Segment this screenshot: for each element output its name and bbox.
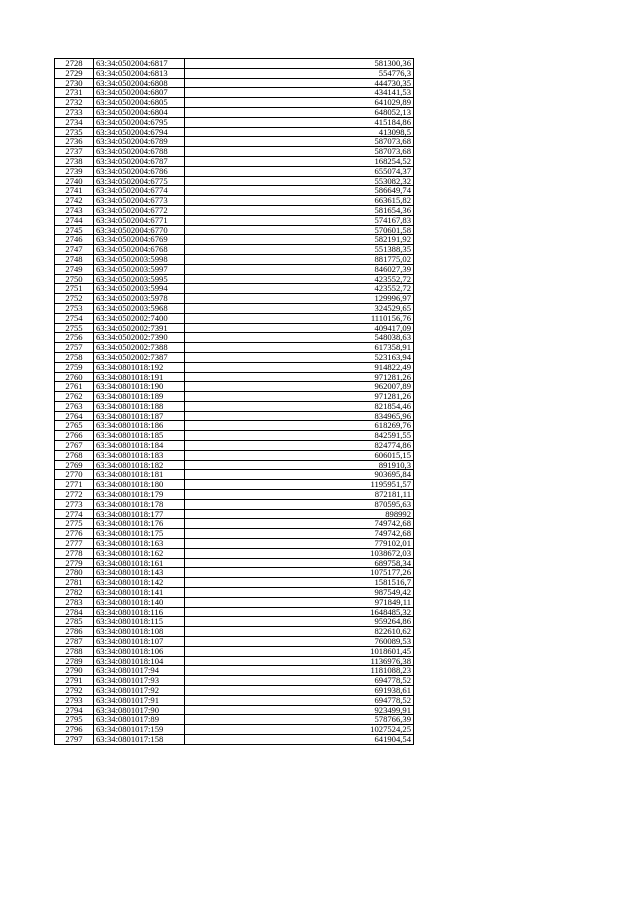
value-cell: 324529,65 — [185, 303, 414, 313]
cadastral-number-cell: 63:34:0801018:104 — [94, 656, 185, 666]
value-cell: 168254,52 — [185, 156, 414, 166]
table-row — [55, 166, 414, 176]
value-cell: 971849,11 — [185, 597, 414, 607]
value-cell: 1136976,38 — [185, 656, 414, 666]
row-number-cell: 2781 — [55, 578, 94, 588]
cadastral-number-cell: 63:34:0801018:182 — [94, 460, 185, 470]
row-number-cell: 2731 — [55, 88, 94, 98]
value-cell: 870595,63 — [185, 499, 414, 509]
cadastral-number-cell: 63:34:0502004:6773 — [94, 196, 185, 206]
value-cell: 689758,34 — [185, 558, 414, 568]
row-number-cell: 2794 — [55, 705, 94, 715]
value-cell: 881775,02 — [185, 254, 414, 264]
table-row — [55, 421, 414, 431]
cadastral-number-cell: 63:34:0502004:6768 — [94, 245, 185, 255]
table-row — [55, 274, 414, 284]
row-number-cell: 2780 — [55, 568, 94, 578]
value-cell: 1648485,32 — [185, 607, 414, 617]
value-cell: 423552,72 — [185, 284, 414, 294]
row-number-cell: 2772 — [55, 490, 94, 500]
table-row — [55, 78, 414, 88]
row-number-cell: 2795 — [55, 715, 94, 725]
row-number-cell: 2735 — [55, 127, 94, 137]
row-number-cell: 2769 — [55, 460, 94, 470]
value-cell: 1195951,57 — [185, 480, 414, 490]
table-row — [55, 499, 414, 509]
table-row — [55, 245, 414, 255]
cadastral-number-cell: 63:34:0502004:6788 — [94, 147, 185, 157]
row-number-cell: 2737 — [55, 147, 94, 157]
value-cell: 574167,83 — [185, 215, 414, 225]
row-number-cell: 2777 — [55, 539, 94, 549]
row-number-cell: 2749 — [55, 264, 94, 274]
table-row — [55, 186, 414, 196]
cadastral-number-cell: 63:34:0801018:108 — [94, 627, 185, 637]
table-row — [55, 666, 414, 676]
table-row — [55, 382, 414, 392]
row-number-cell: 2753 — [55, 303, 94, 313]
table-row — [55, 205, 414, 215]
row-number-cell: 2770 — [55, 470, 94, 480]
table-row — [55, 597, 414, 607]
row-number-cell: 2776 — [55, 529, 94, 539]
cadastral-number-cell: 63:34:0801018:179 — [94, 490, 185, 500]
row-number-cell: 2747 — [55, 245, 94, 255]
cadastral-number-cell: 63:34:0801017:89 — [94, 715, 185, 725]
cadastral-number-cell: 63:34:0801018:192 — [94, 362, 185, 372]
table-row — [55, 264, 414, 274]
cadastral-number-cell: 63:34:0502003:5997 — [94, 264, 185, 274]
value-cell: 641904,54 — [185, 734, 414, 744]
cadastral-number-cell: 63:34:0801018:184 — [94, 441, 185, 451]
cadastral-number-cell: 63:34:0502004:6774 — [94, 186, 185, 196]
table-row — [55, 656, 414, 666]
value-cell: 1181088,23 — [185, 666, 414, 676]
row-number-cell: 2792 — [55, 686, 94, 696]
cadastral-number-cell: 63:34:0502004:6808 — [94, 78, 185, 88]
table-row — [55, 323, 414, 333]
cadastral-number-cell: 63:34:0502004:6775 — [94, 176, 185, 186]
value-cell: 551388,35 — [185, 245, 414, 255]
value-cell: 444730,35 — [185, 78, 414, 88]
table-row — [55, 646, 414, 656]
table-row — [55, 117, 414, 127]
table-row — [55, 725, 414, 735]
value-cell: 1581516,7 — [185, 578, 414, 588]
cadastral-number-cell: 63:34:0801018:185 — [94, 431, 185, 441]
row-number-cell: 2730 — [55, 78, 94, 88]
value-cell: 582191,92 — [185, 235, 414, 245]
table-row — [55, 480, 414, 490]
value-cell: 641029,89 — [185, 98, 414, 108]
cadastral-number-cell: 63:34:0801018:142 — [94, 578, 185, 588]
row-number-cell: 2745 — [55, 225, 94, 235]
row-number-cell: 2759 — [55, 362, 94, 372]
row-number-cell: 2797 — [55, 734, 94, 744]
value-cell: 423552,72 — [185, 274, 414, 284]
value-cell: 1018601,45 — [185, 646, 414, 656]
value-cell: 655074,37 — [185, 166, 414, 176]
cadastral-number-cell: 63:34:0801018:106 — [94, 646, 185, 656]
value-cell: 606015,15 — [185, 450, 414, 460]
value-cell: 1075177,26 — [185, 568, 414, 578]
cadastral-number-cell: 63:34:0502004:6804 — [94, 107, 185, 117]
value-cell: 617358,91 — [185, 343, 414, 353]
table-row — [55, 235, 414, 245]
cadastral-number-cell: 63:34:0801018:140 — [94, 597, 185, 607]
row-number-cell: 2771 — [55, 480, 94, 490]
row-number-cell: 2789 — [55, 656, 94, 666]
value-cell: 1027524,25 — [185, 725, 414, 735]
table-row — [55, 362, 414, 372]
cadastral-number-cell: 63:34:0801018:175 — [94, 529, 185, 539]
value-cell: 760089,53 — [185, 637, 414, 647]
row-number-cell: 2733 — [55, 107, 94, 117]
row-number-cell: 2761 — [55, 382, 94, 392]
table-row — [55, 284, 414, 294]
value-cell: 691938,61 — [185, 686, 414, 696]
row-number-cell: 2758 — [55, 352, 94, 362]
table-row — [55, 519, 414, 529]
cadastral-number-cell: 63:34:0502004:6805 — [94, 98, 185, 108]
value-cell: 648052,13 — [185, 107, 414, 117]
row-number-cell: 2764 — [55, 411, 94, 421]
value-cell: 824774,86 — [185, 441, 414, 451]
value-cell: 548038,63 — [185, 333, 414, 343]
row-number-cell: 2743 — [55, 205, 94, 215]
table-row — [55, 558, 414, 568]
cadastral-number-cell: 63:34:0801018:186 — [94, 421, 185, 431]
cadastral-number-cell: 63:34:0502004:6769 — [94, 235, 185, 245]
table-row — [55, 509, 414, 519]
table-row — [55, 333, 414, 343]
cadastral-number-cell: 63:34:0801018:180 — [94, 480, 185, 490]
value-cell: 971281,26 — [185, 372, 414, 382]
cadastral-number-cell: 63:34:0801018:116 — [94, 607, 185, 617]
value-cell: 923499,91 — [185, 705, 414, 715]
row-number-cell: 2741 — [55, 186, 94, 196]
table-row — [55, 686, 414, 696]
table-row — [55, 705, 414, 715]
table-row — [55, 578, 414, 588]
row-number-cell: 2729 — [55, 68, 94, 78]
cadastral-number-cell: 63:34:0502003:5998 — [94, 254, 185, 264]
table-row — [55, 88, 414, 98]
table-row — [55, 470, 414, 480]
row-number-cell: 2784 — [55, 607, 94, 617]
row-number-cell: 2740 — [55, 176, 94, 186]
cadastral-number-cell: 63:34:0502003:5978 — [94, 294, 185, 304]
table-row — [55, 294, 414, 304]
value-cell: 434141,53 — [185, 88, 414, 98]
row-number-cell: 2734 — [55, 117, 94, 127]
cadastral-number-cell: 63:34:0801018:191 — [94, 372, 185, 382]
value-cell: 822610,62 — [185, 627, 414, 637]
table-row — [55, 127, 414, 137]
row-number-cell: 2762 — [55, 392, 94, 402]
row-number-cell: 2787 — [55, 637, 94, 647]
table-row — [55, 225, 414, 235]
cadastral-number-cell: 63:34:0502004:6786 — [94, 166, 185, 176]
row-number-cell: 2739 — [55, 166, 94, 176]
cadastral-number-cell: 63:34:0801018:188 — [94, 401, 185, 411]
cadastral-number-cell: 63:34:0502004:6787 — [94, 156, 185, 166]
table-row — [55, 617, 414, 627]
table-row — [55, 734, 414, 744]
value-cell: 959264,86 — [185, 617, 414, 627]
value-cell: 618269,76 — [185, 421, 414, 431]
row-number-cell: 2760 — [55, 372, 94, 382]
cadastral-number-cell: 63:34:0801018:190 — [94, 382, 185, 392]
table-row — [55, 176, 414, 186]
cadastral-number-cell: 63:34:0801018:107 — [94, 637, 185, 647]
row-number-cell: 2746 — [55, 235, 94, 245]
cadastral-number-cell: 63:34:0502004:6817 — [94, 59, 185, 69]
cadastral-number-cell: 63:34:0801018:163 — [94, 539, 185, 549]
value-cell: 694778,52 — [185, 695, 414, 705]
cadastral-number-cell: 63:34:0502004:6795 — [94, 117, 185, 127]
table-row — [55, 627, 414, 637]
cadastral-number-cell: 63:34:0801017:91 — [94, 695, 185, 705]
value-cell: 898992 — [185, 509, 414, 519]
table-row — [55, 490, 414, 500]
row-number-cell: 2751 — [55, 284, 94, 294]
cadastral-number-cell: 63:34:0502002:7387 — [94, 352, 185, 362]
cadastral-number-cell: 63:34:0801017:93 — [94, 676, 185, 686]
table-row — [55, 460, 414, 470]
table-row — [55, 59, 414, 69]
table-row — [55, 715, 414, 725]
table-row — [55, 529, 414, 539]
table-row — [55, 548, 414, 558]
table-row — [55, 215, 414, 225]
row-number-cell: 2796 — [55, 725, 94, 735]
table-row — [55, 68, 414, 78]
row-number-cell: 2767 — [55, 441, 94, 451]
cadastral-number-cell: 63:34:0801017:90 — [94, 705, 185, 715]
value-cell: 413098,5 — [185, 127, 414, 137]
value-cell: 129996,97 — [185, 294, 414, 304]
table-row — [55, 450, 414, 460]
row-number-cell: 2768 — [55, 450, 94, 460]
value-cell: 987549,42 — [185, 588, 414, 598]
cadastral-number-cell: 63:34:0502002:7390 — [94, 333, 185, 343]
row-number-cell: 2742 — [55, 196, 94, 206]
cadastral-number-cell: 63:34:0502003:5968 — [94, 303, 185, 313]
table-row — [55, 637, 414, 647]
cadastral-number-cell: 63:34:0801018:176 — [94, 519, 185, 529]
value-cell: 1038672,03 — [185, 548, 414, 558]
cadastral-number-cell: 63:34:0801018:141 — [94, 588, 185, 598]
table-row — [55, 401, 414, 411]
row-number-cell: 2765 — [55, 421, 94, 431]
row-number-cell: 2755 — [55, 323, 94, 333]
row-number-cell: 2785 — [55, 617, 94, 627]
value-cell: 409417,09 — [185, 323, 414, 333]
value-cell: 581300,36 — [185, 59, 414, 69]
cadastral-number-cell: 63:34:0502003:5995 — [94, 274, 185, 284]
value-cell: 1110156,76 — [185, 313, 414, 323]
table-row — [55, 392, 414, 402]
row-number-cell: 2766 — [55, 431, 94, 441]
row-number-cell: 2756 — [55, 333, 94, 343]
row-number-cell: 2783 — [55, 597, 94, 607]
row-number-cell: 2793 — [55, 695, 94, 705]
cadastral-number-cell: 63:34:0502002:7400 — [94, 313, 185, 323]
row-number-cell: 2788 — [55, 646, 94, 656]
value-cell: 415184,86 — [185, 117, 414, 127]
row-number-cell: 2782 — [55, 588, 94, 598]
table-row — [55, 107, 414, 117]
cadastral-number-cell: 63:34:0502003:5994 — [94, 284, 185, 294]
value-cell: 872181,11 — [185, 490, 414, 500]
row-number-cell: 2754 — [55, 313, 94, 323]
table-row — [55, 196, 414, 206]
cadastral-number-cell: 63:34:0801018:189 — [94, 392, 185, 402]
value-cell: 581654,36 — [185, 205, 414, 215]
value-cell: 523163,94 — [185, 352, 414, 362]
row-number-cell: 2786 — [55, 627, 94, 637]
cadastral-number-cell: 63:34:0801018:187 — [94, 411, 185, 421]
row-number-cell: 2744 — [55, 215, 94, 225]
value-cell: 971281,26 — [185, 392, 414, 402]
table-row — [55, 372, 414, 382]
table-row — [55, 343, 414, 353]
cadastral-number-cell: 63:34:0801018:181 — [94, 470, 185, 480]
table-row — [55, 431, 414, 441]
table-row — [55, 441, 414, 451]
table-row — [55, 147, 414, 157]
cadastral-number-cell: 63:34:0502004:6770 — [94, 225, 185, 235]
table-row — [55, 539, 414, 549]
cadastral-number-cell: 63:34:0801018:177 — [94, 509, 185, 519]
cadastral-number-cell: 63:34:0801018:183 — [94, 450, 185, 460]
value-cell: 891910,3 — [185, 460, 414, 470]
cadastral-value-table — [54, 58, 414, 745]
cadastral-number-cell: 63:34:0801018:143 — [94, 568, 185, 578]
cadastral-number-cell: 63:34:0801017:94 — [94, 666, 185, 676]
row-number-cell: 2790 — [55, 666, 94, 676]
row-number-cell: 2774 — [55, 509, 94, 519]
value-cell: 749742,68 — [185, 519, 414, 529]
cadastral-number-cell: 63:34:0801017:158 — [94, 734, 185, 744]
row-number-cell: 2752 — [55, 294, 94, 304]
cadastral-number-cell: 63:34:0801018:115 — [94, 617, 185, 627]
row-number-cell: 2779 — [55, 558, 94, 568]
cadastral-number-cell: 63:34:0502004:6771 — [94, 215, 185, 225]
row-number-cell: 2736 — [55, 137, 94, 147]
cadastral-number-cell: 63:34:0502004:6772 — [94, 205, 185, 215]
value-cell: 914822,49 — [185, 362, 414, 372]
cadastral-number-cell: 63:34:0502002:7388 — [94, 343, 185, 353]
cadastral-number-cell: 63:34:0801017:159 — [94, 725, 185, 735]
table-row — [55, 98, 414, 108]
table-row — [55, 588, 414, 598]
cadastral-number-cell: 63:34:0801018:162 — [94, 548, 185, 558]
row-number-cell: 2791 — [55, 676, 94, 686]
table-row — [55, 313, 414, 323]
row-number-cell: 2728 — [55, 59, 94, 69]
table-row — [55, 411, 414, 421]
value-cell: 694778,52 — [185, 676, 414, 686]
value-cell: 779102,01 — [185, 539, 414, 549]
cadastral-number-cell: 63:34:0801018:178 — [94, 499, 185, 509]
row-number-cell: 2750 — [55, 274, 94, 284]
table-row — [55, 607, 414, 617]
cadastral-number-cell: 63:34:0502002:7391 — [94, 323, 185, 333]
table-body — [55, 59, 414, 745]
value-cell: 846027,39 — [185, 264, 414, 274]
value-cell: 587073,68 — [185, 137, 414, 147]
cadastral-number-cell: 63:34:0502004:6789 — [94, 137, 185, 147]
value-cell: 554776,3 — [185, 68, 414, 78]
table-row — [55, 695, 414, 705]
value-cell: 821854,46 — [185, 401, 414, 411]
table-row — [55, 254, 414, 264]
cadastral-number-cell: 63:34:0502004:6813 — [94, 68, 185, 78]
row-number-cell: 2748 — [55, 254, 94, 264]
table-row — [55, 568, 414, 578]
value-cell: 553082,32 — [185, 176, 414, 186]
row-number-cell: 2738 — [55, 156, 94, 166]
value-cell: 842591,55 — [185, 431, 414, 441]
row-number-cell: 2757 — [55, 343, 94, 353]
row-number-cell: 2775 — [55, 519, 94, 529]
table-row — [55, 156, 414, 166]
row-number-cell: 2732 — [55, 98, 94, 108]
table-row — [55, 676, 414, 686]
value-cell: 586649,74 — [185, 186, 414, 196]
value-cell: 749742,68 — [185, 529, 414, 539]
cadastral-number-cell: 63:34:0801018:161 — [94, 558, 185, 568]
value-cell: 570601,58 — [185, 225, 414, 235]
cadastral-number-cell: 63:34:0502004:6807 — [94, 88, 185, 98]
value-cell: 663615,82 — [185, 196, 414, 206]
row-number-cell: 2763 — [55, 401, 94, 411]
value-cell: 962007,89 — [185, 382, 414, 392]
cadastral-number-cell: 63:34:0502004:6794 — [94, 127, 185, 137]
table-row — [55, 303, 414, 313]
value-cell: 578766,39 — [185, 715, 414, 725]
cadastral-number-cell: 63:34:0801017:92 — [94, 686, 185, 696]
table-row — [55, 352, 414, 362]
value-cell: 587073,68 — [185, 147, 414, 157]
table-row — [55, 137, 414, 147]
row-number-cell: 2778 — [55, 548, 94, 558]
value-cell: 834965,96 — [185, 411, 414, 421]
value-cell: 903695,84 — [185, 470, 414, 480]
row-number-cell: 2773 — [55, 499, 94, 509]
